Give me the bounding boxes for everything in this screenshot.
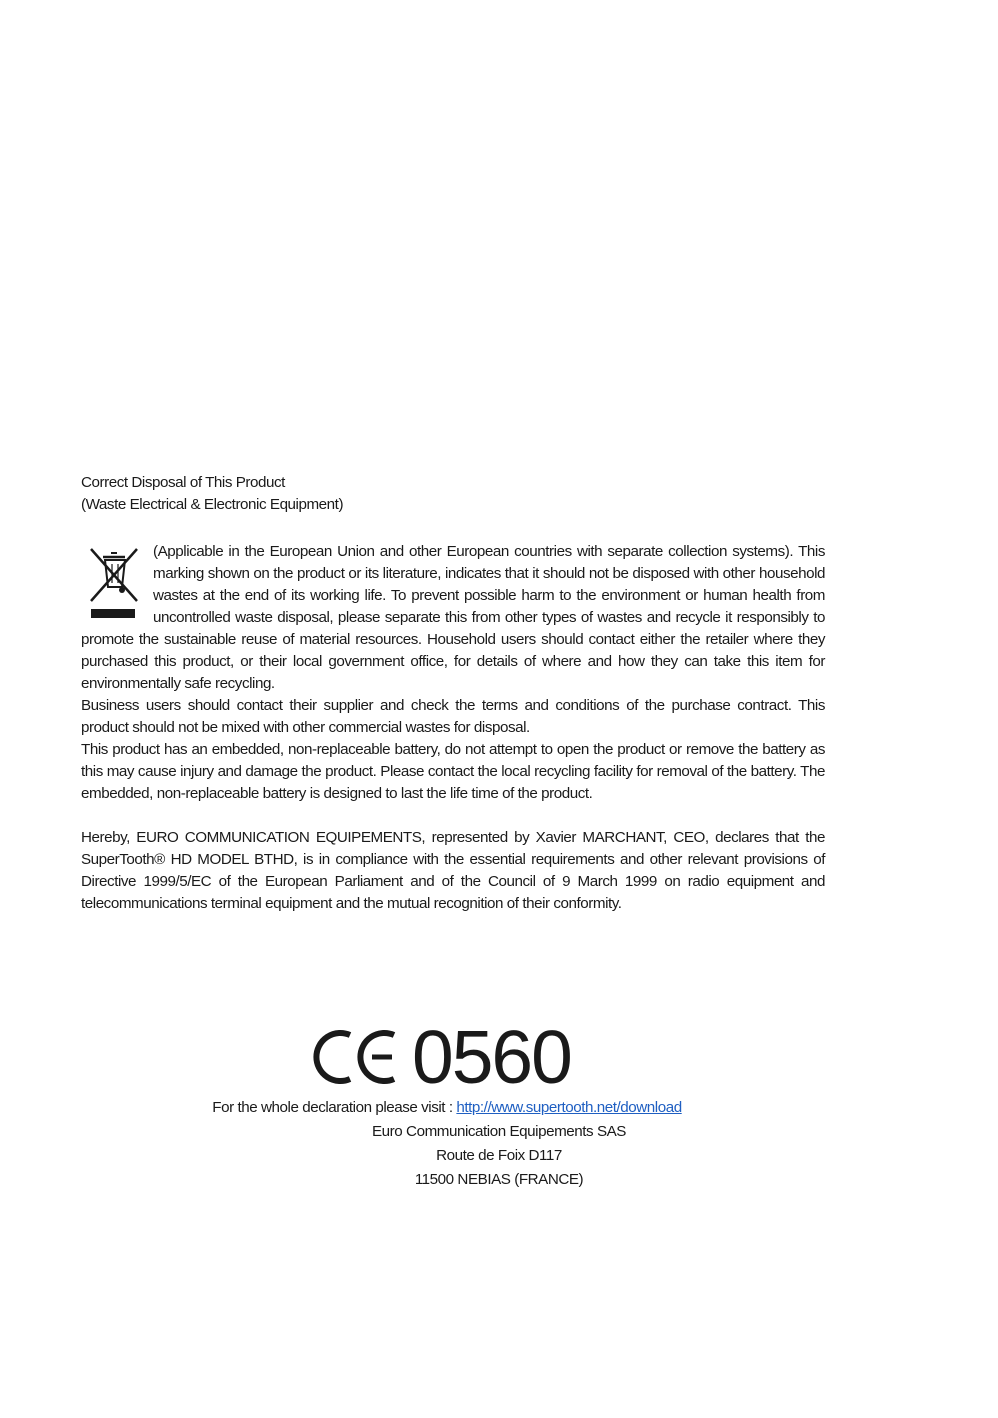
company-name: Euro Communication Equipements SAS (372, 1123, 626, 1140)
weee-notice (81, 541, 825, 695)
ce-marking (310, 1015, 571, 1099)
footer (0, 1096, 998, 1192)
battery-paragraph: This product has an embedded, non-replaceable battery, do not attempt to open the product or remove the battery as this may cause injury and damage the product. Please contact the local recycling facility for removal of the battery. The embedded, non-replaceable battery is designed to last the life time of the product. (81, 741, 825, 802)
address-line-1: Route de Foix D117 (436, 1147, 562, 1164)
visit-label: For the whole declaration please visit : (212, 1099, 457, 1116)
disposal-title: Correct Disposal of This Product (81, 474, 285, 491)
visit-line (0, 1096, 998, 1120)
crossed-out-wheelie-bin-icon (81, 543, 147, 621)
declaration-of-conformity: Hereby, EURO COMMUNICATION EQUIPEMENTS, represented by Xavier MARCHANT, CEO, declares that the SuperTooth® HD MODEL BTHD, is in compliance with the essential requirements and other relevant provisions of Directive 1999/5/EC of the European Parliament and of the Council of 9 March 1999 on radio equipment and telecommunications terminal equipment and the mutual recognition of their conformity. (81, 829, 825, 912)
business-users-paragraph: Business users should contact their supplier and check the terms and conditions of the purchase contract. This product should not be mixed with other commercial wastes for disposal. (81, 697, 825, 736)
weee-paragraph: (Applicable in the European Union and other European countries with separate collection systems). This marking shown on the product or its literature, indicates that it should not be disposed with other household wastes at the end of its working life. To prevent possible harm to the environment or human health from uncontrolled waste disposal, please separate this from other types of wastes and recycle it responsibly to promote the sustainable reuse of material resources. Household users should contact either the retailer where they purchased this product, or their local government office, for details of where and how they can take this item for environmentally safe recycling. (81, 543, 825, 692)
address-line-2: 11500 NEBIAS (FRANCE) (414, 1171, 584, 1188)
ce-mark-icon (310, 1027, 406, 1087)
disposal-subtitle: (Waste Electrical & Electronic Equipment) (81, 496, 344, 513)
disposal-section (81, 472, 825, 930)
download-link[interactable]: http://www.supertooth.net/download (456, 1099, 682, 1116)
notified-body-number: 0560 (412, 1015, 571, 1099)
